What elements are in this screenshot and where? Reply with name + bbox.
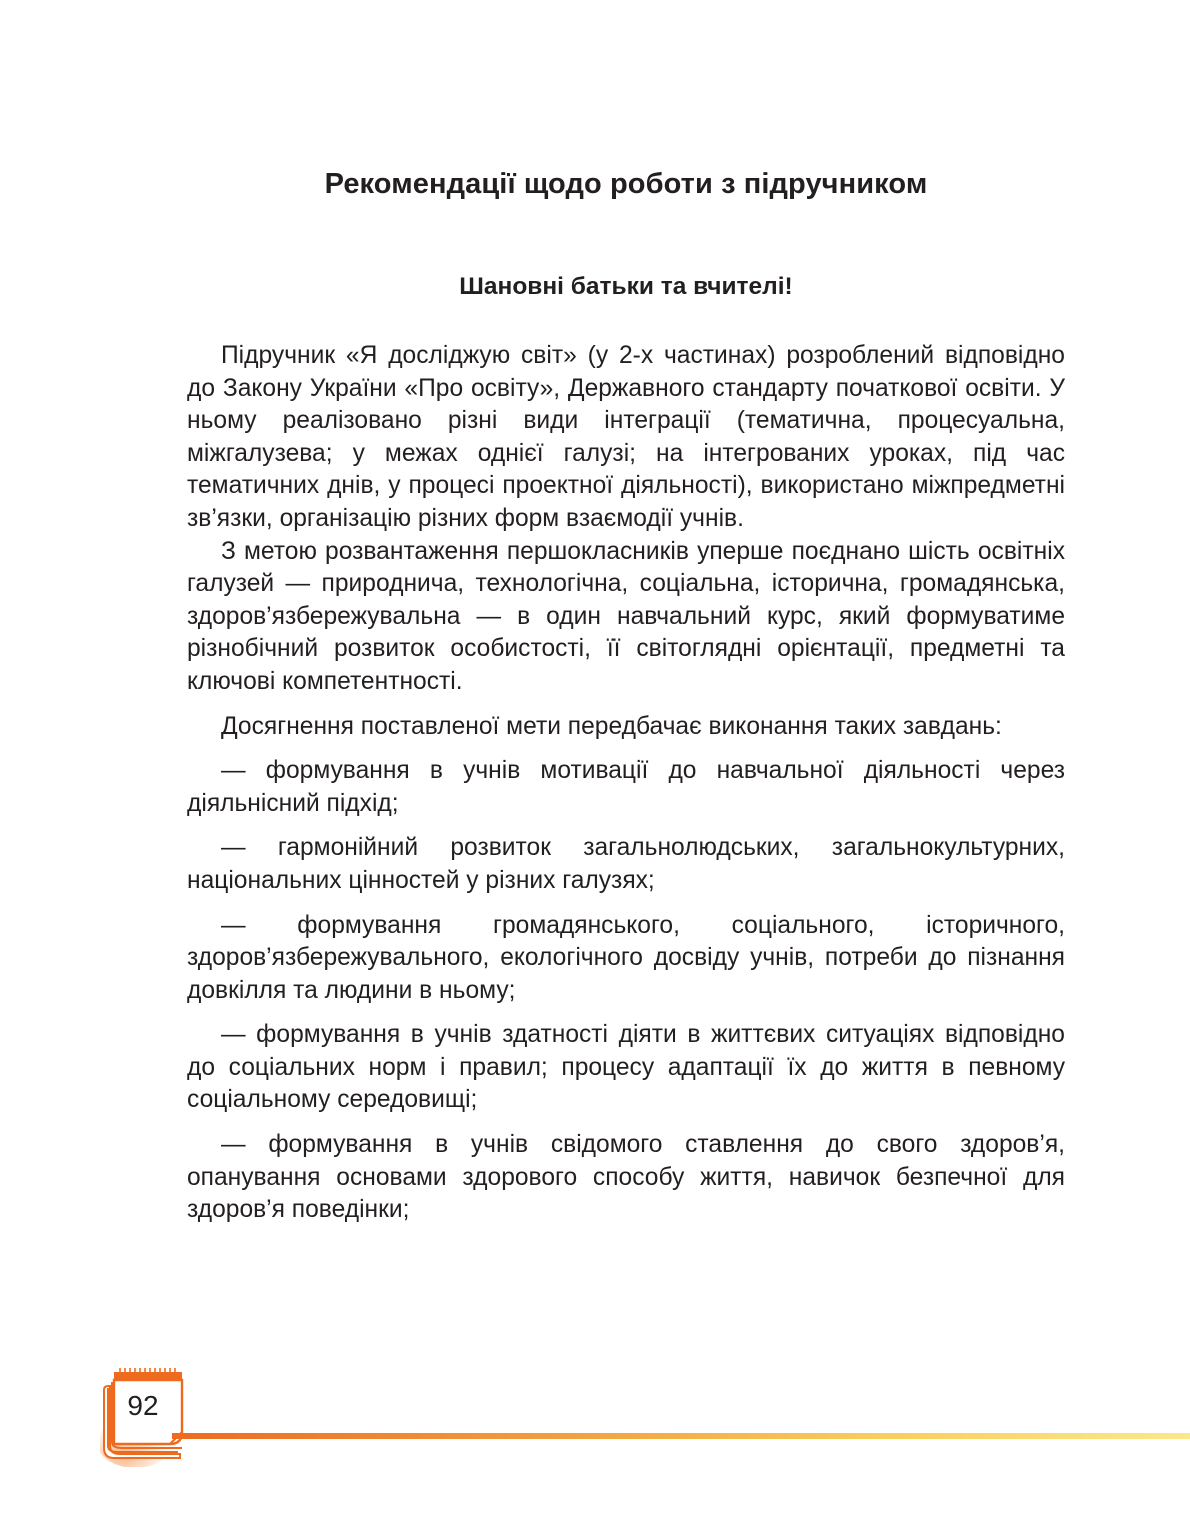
list-item: — формування в учнів здатності діяти в життєвих ситуаціях відповідно до соціальних норм і правил; процесу адаптації їх до життя в певному соціальному середовищі; [187, 1021, 1065, 1114]
list-item: — формування в учнів мотивації до навчальної діяльності через діяльнісний підхід; [187, 757, 1065, 817]
list-item: — гармонійний розвиток загальнолюдських, загальнокультурних, національних цінностей у різних галузях; [187, 834, 1065, 894]
list-item: — формування громадянського, соціального, історичного, здоров’язбережувального, екологічного досвіду учнів, потреби до пізнання довкілля та людини в ньому; [187, 911, 1065, 1004]
list-item: — формування в учнів свідомого ставлення до свого здоров’я, опанування основами здорового способу життя, навичок безпечної для здоров’я поведінки; [187, 1131, 1065, 1224]
greeting-heading: Шановні батьки та вчителі! [459, 273, 793, 300]
paragraph-goal: З метою розвантаження першокласників уперше поєднано шість освітніх галузей — природнича, технологічна, соціальна, історична, громадянська, здоров’язбережувальна — в один навчальний курс, який формуватиме різнобічний розвиток особистості, її світоглядні орієнтації, предметні та ключові компетентності. [187, 537, 1065, 695]
page-number: 92 [127, 1390, 159, 1421]
page-title: Рекомендації щодо роботи з підручником [324, 168, 928, 200]
footer-rule [172, 1433, 1190, 1439]
paragraph-tasks: Досягнення поставленої мети передбачає виконання таких завдань: [221, 712, 1002, 740]
paragraph-intro: Підручник «Я досліджую світ» (у 2-х частинах) розроблений відповідно до Закону України «Про освіту», Державного стандарту початкової освіти. У ньому реалізовано різні види інтеграції (тематична, процесуальна, міжгалузева; у межах однієї галузі; на інтегрованих уроках, під час тематичних днів, у процесі проектної діяльності), використано міжпредметні зв’язки, організацію різних форм взаємодії учнів. [187, 342, 1065, 532]
body-text [187, 340, 1065, 1227]
